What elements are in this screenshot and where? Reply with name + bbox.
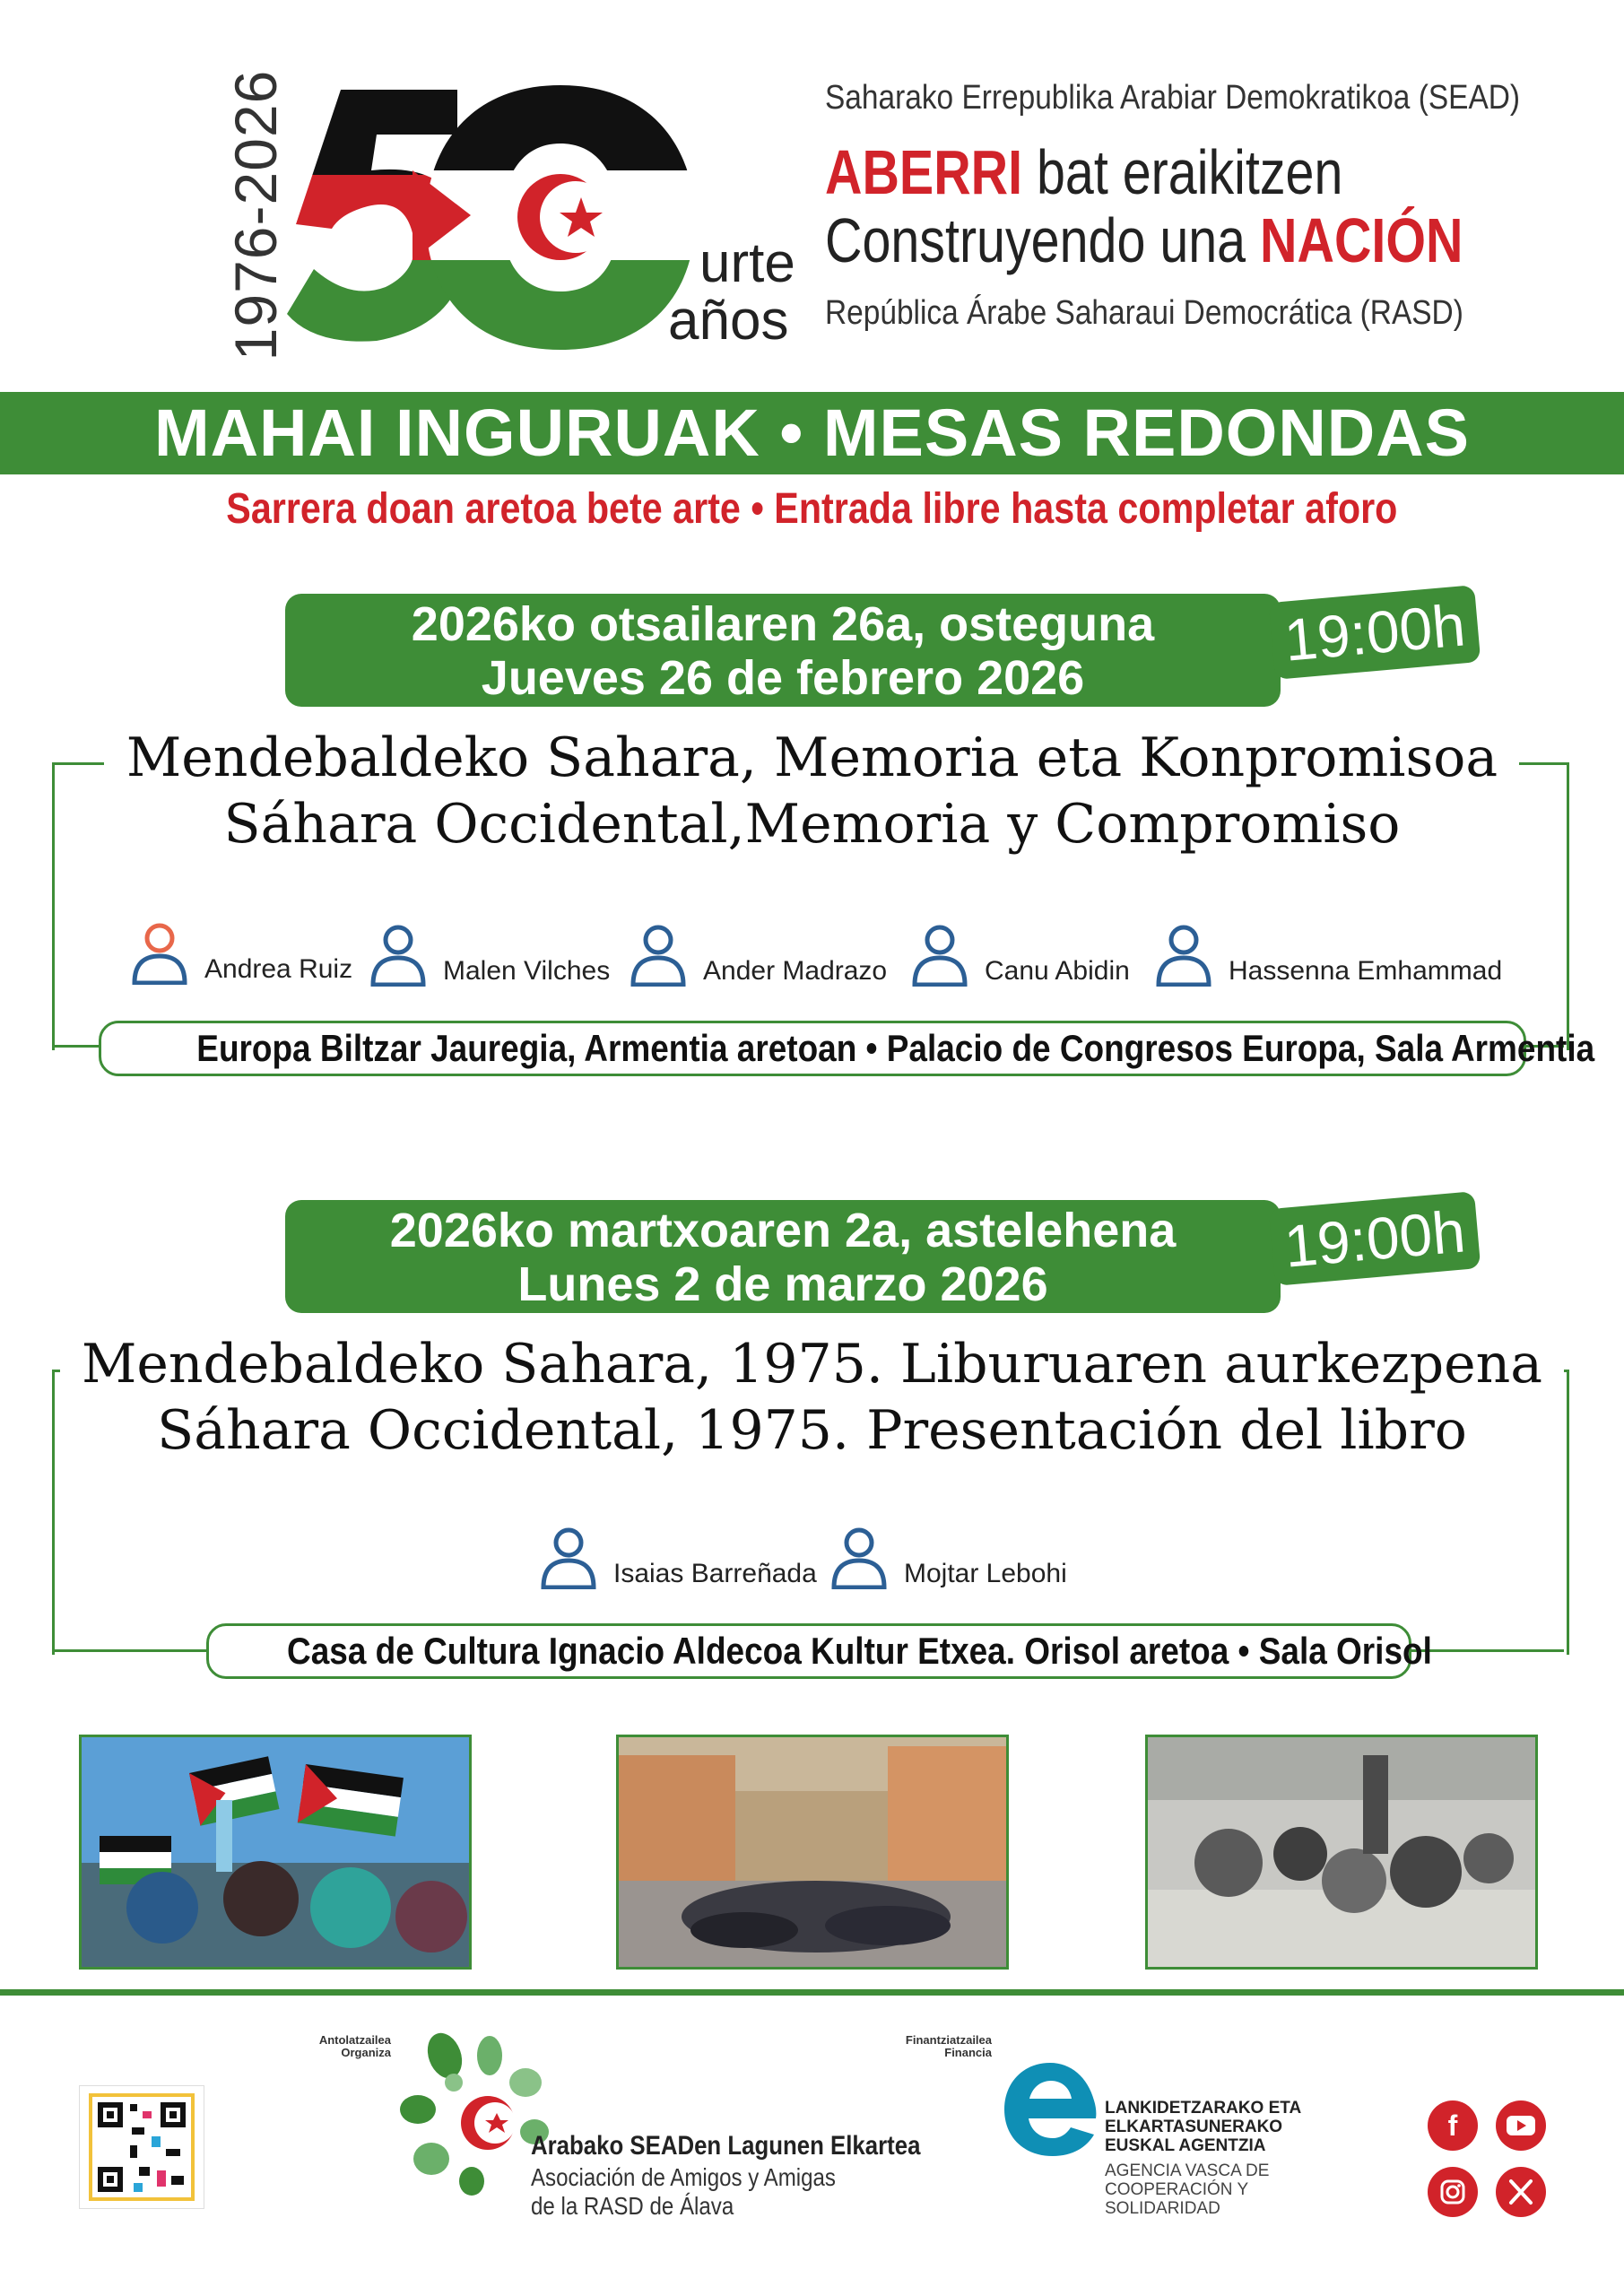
- speaker-name: Hassenna Emhammad: [1229, 956, 1503, 986]
- person-icon: [830, 1526, 888, 1589]
- event-1-date-eu: 2026ko otsailaren 26a, osteguna: [411, 597, 1155, 651]
- event-1-title-es: Sáhara Occidental,Memoria y Compromiso: [203, 791, 1422, 857]
- youtube-icon[interactable]: [1496, 2100, 1546, 2151]
- agency-name-eu: [1105, 2099, 1301, 2155]
- person-icon: [630, 924, 687, 987]
- event-1-date: [285, 594, 1281, 707]
- agency-logo-e: [1001, 2059, 1099, 2160]
- speaker-name: Canu Abidin: [985, 956, 1130, 986]
- event-1-venue-text: Europa Biltzar Jauregia, Armentia aretoan • Palacio de Congresos Europa, Sala Armentia: [196, 1027, 1595, 1069]
- person-icon: [1155, 924, 1212, 987]
- x-icon[interactable]: [1496, 2167, 1546, 2217]
- person-icon: [911, 924, 968, 987]
- aberri-word: ABERRI: [825, 137, 1023, 207]
- event-2-venue: [206, 1623, 1432, 1679]
- organiza-es: Organiza: [341, 2046, 391, 2059]
- nacion-rest: Construyendo una: [825, 205, 1261, 275]
- event-2-title-es-row: [0, 1397, 1624, 1464]
- financia-es: Financia: [944, 2046, 992, 2059]
- speaker-malen-vilches: [369, 924, 610, 987]
- association-name-es-1: Asociación de Amigos y Amigas: [531, 2163, 836, 2191]
- event-1-date-es: Jueves 26 de febrero 2026: [481, 651, 1085, 705]
- event-2-date: [285, 1200, 1281, 1313]
- event-1-title: [0, 725, 1624, 791]
- speaker-mojtar-lebohi: [830, 1526, 1067, 1589]
- photo-historic-group: [1145, 1735, 1538, 1970]
- speaker-canu-abidin: [911, 924, 1130, 987]
- header-aberri: [825, 136, 1342, 208]
- event-2-venue-text: Casa de Cultura Ignacio Aldecoa Kultur Etxea. Orisol aretoa • Sala Orisol: [287, 1630, 1432, 1672]
- logo-urte: urte: [699, 232, 795, 294]
- speaker-name: Mojtar Lebohi: [904, 1559, 1067, 1588]
- speaker-name: Ander Madrazo: [703, 956, 888, 986]
- agency-eu-2: ELKARTASUNERAKO: [1105, 2118, 1283, 2136]
- instagram-icon[interactable]: [1428, 2167, 1478, 2217]
- event-1-time: 19:00h: [1269, 585, 1481, 680]
- person-icon: [369, 924, 427, 987]
- event-2-date-eu: 2026ko martxoaren 2a, astelehena: [389, 1204, 1177, 1257]
- event-2-title-es: Sáhara Occidental, 1975. Presentación del libro: [135, 1397, 1489, 1464]
- speaker-name: Andrea Ruiz: [204, 954, 353, 984]
- event-2-title-eu: Mendebaldeko Sahara, 1975. Liburuaren aurkezpena: [60, 1331, 1564, 1397]
- agency-name-es: [1105, 2161, 1269, 2218]
- financia-label: [861, 2034, 992, 2059]
- agency-es-3: SOLIDARIDAD: [1105, 2199, 1220, 2218]
- years-text: 1976-2026: [222, 69, 289, 361]
- speaker-ander-madrazo: [630, 924, 887, 987]
- event-1-title-es-row: [0, 791, 1624, 857]
- event-1-venue: [99, 1021, 1595, 1076]
- fifty-years-logo: [278, 72, 708, 359]
- association-name-es-2: de la RASD de Álava: [531, 2192, 734, 2220]
- organiza-label: [269, 2034, 391, 2059]
- event-1-title-eu: Mendebaldeko Sahara, Memoria eta Konpromisoa: [105, 725, 1519, 791]
- agency-es-2: COOPERACIÓN Y: [1105, 2180, 1249, 2199]
- qr-code[interactable]: [79, 2085, 204, 2209]
- footer-divider: [0, 1989, 1624, 1996]
- speaker-hassenna-emhammad: [1155, 924, 1502, 987]
- association-name-eu: Arabako SEADen Lagunen Elkartea: [531, 2131, 921, 2161]
- aberri-rest: bat eraikitzen: [1022, 137, 1343, 207]
- header-nacion: [825, 204, 1463, 276]
- person-icon: [540, 1526, 597, 1589]
- nacion-word: NACIÓN: [1260, 205, 1463, 275]
- person-icon: [131, 922, 188, 985]
- agency-eu-1: LANKIDETZARAKO ETA: [1105, 2099, 1302, 2118]
- header-sead: Saharako Errepublika Arabiar Demokratikoa (SEAD): [825, 79, 1521, 117]
- speaker-isaias-barrenada: [540, 1526, 817, 1589]
- speaker-andrea-ruiz: [131, 922, 352, 985]
- event-2-title: [0, 1331, 1624, 1397]
- banner-subtitle: [0, 484, 1624, 534]
- header-rasd: República Árabe Saharaui Democrática (RASD): [825, 294, 1463, 332]
- speaker-name: Malen Vilches: [443, 956, 611, 986]
- banner-title: MAHAI INGURUAK • MESAS REDONDAS: [153, 396, 1471, 470]
- facebook-icon[interactable]: f: [1428, 2100, 1478, 2151]
- event-2-time: 19:00h: [1269, 1191, 1481, 1286]
- logo-anos: años: [668, 290, 789, 352]
- organiza-eu: Antolatzailea: [318, 2033, 391, 2047]
- speaker-name: Isaias Barreñada: [613, 1559, 817, 1588]
- banner-subtitle-text: Sarrera doan aretoa bete arte • Entrada libre hasta completar aforo: [226, 485, 1398, 533]
- agency-eu-3: EUSKAL AGENTZIA: [1105, 2136, 1266, 2155]
- event-2-date-es: Lunes 2 de marzo 2026: [517, 1257, 1048, 1311]
- agency-es-1: AGENCIA VASCA DE: [1105, 2161, 1270, 2180]
- photo-street-crowd: [616, 1735, 1009, 1970]
- photo-protest-flags: [79, 1735, 472, 1970]
- financia-eu: Finantziatzailea: [905, 2033, 992, 2047]
